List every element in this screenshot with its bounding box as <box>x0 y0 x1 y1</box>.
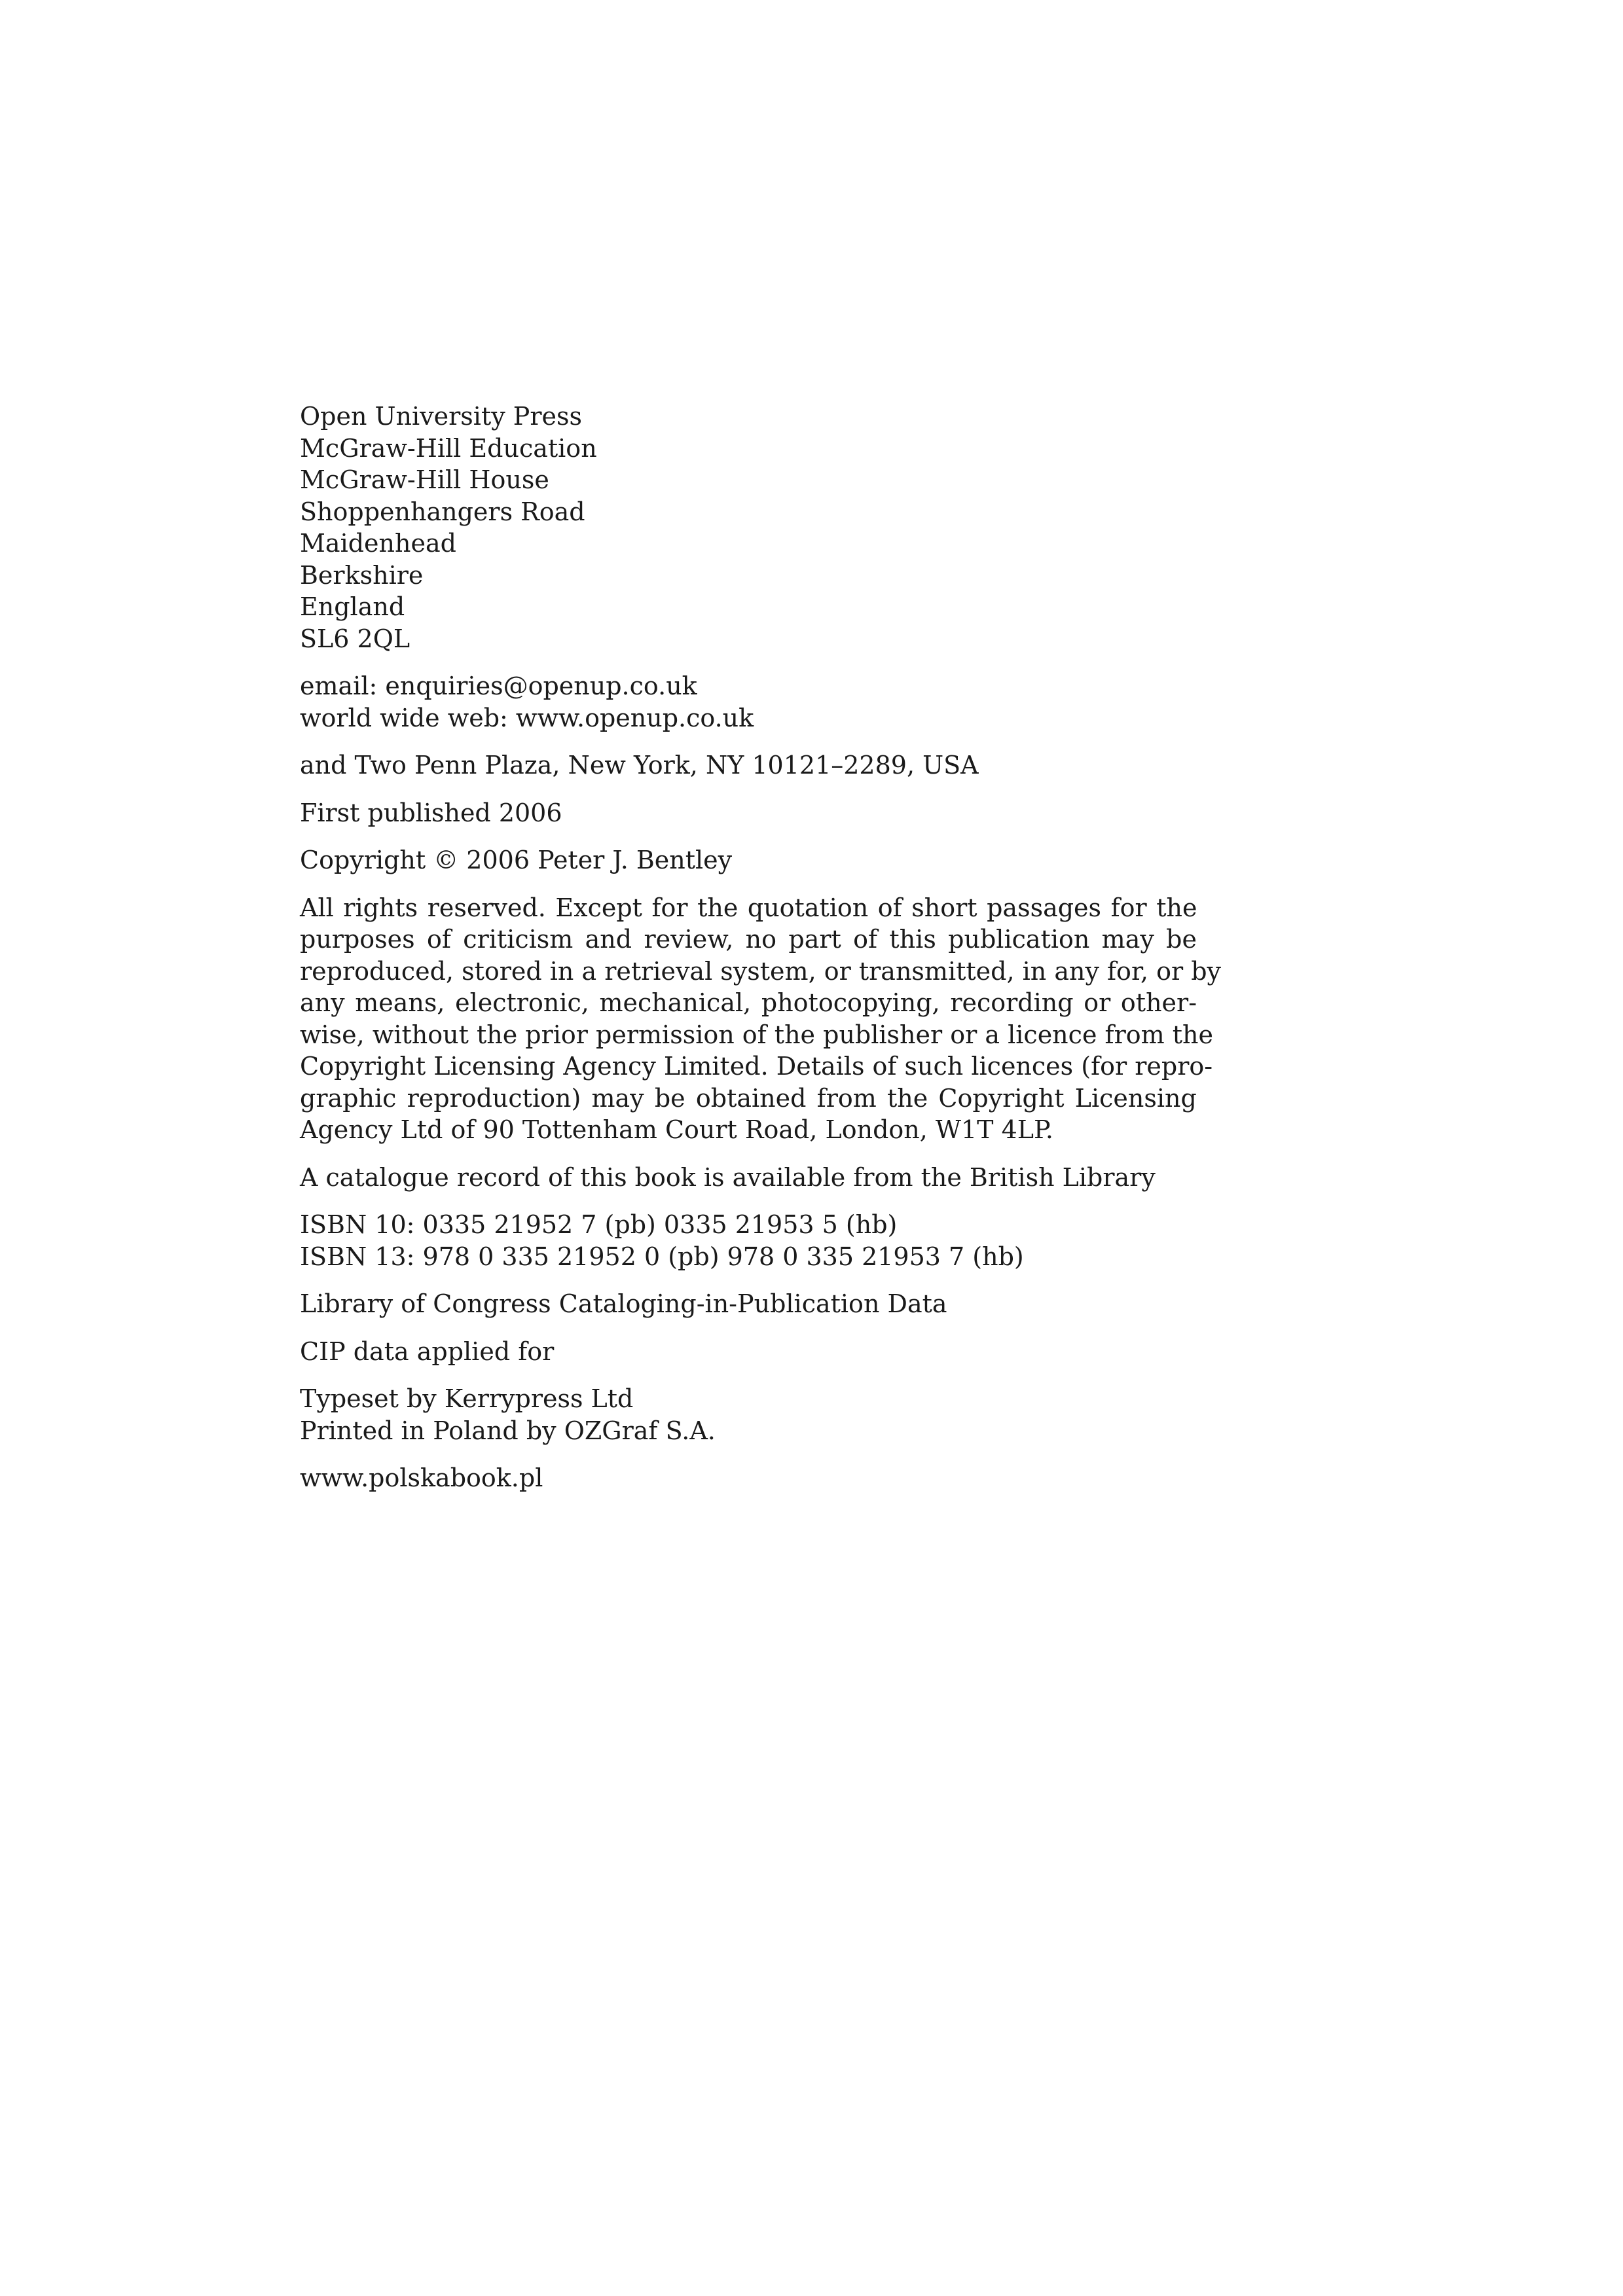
cip-line: CIP data applied for <box>300 1336 555 1366</box>
typeset-line: Typeset by Kerrypress Ltd <box>300 1384 634 1413</box>
isbn10-line: ISBN 10: 0335 21952 7 (pb) 0335 21953 5 (hb) <box>300 1210 898 1239</box>
printed-line: Printed in Poland by OZGraf S.A. <box>300 1416 716 1445</box>
catalogue-record <box>300 1162 1197 1194</box>
address-line: Maidenhead <box>300 529 456 558</box>
rights-reserved-paragraph <box>300 892 1222 1146</box>
rights-line: reproduced, stored in a retrieval system, or transmitted, in any for, or by <box>300 956 1222 986</box>
isbn-block <box>300 1209 1197 1272</box>
cip-data <box>300 1336 1197 1368</box>
email-line: email: enquiries@openup.co.uk <box>300 672 697 700</box>
web-line: world wide web: www.openup.co.uk <box>300 703 754 732</box>
us-address-line: and Two Penn Plaza, New York, NY 10121–2289, USA <box>300 751 979 780</box>
rights-line: Copyright Licensing Agency Limited. Details of such licences (for repro- <box>300 1052 1213 1081</box>
copyright-line: Copyright © 2006 Peter J. Bentley <box>300 846 733 874</box>
address-line: Shoppenhangers Road <box>300 497 585 526</box>
rights-line: wise, without the prior permission of the publisher or a licence from the <box>300 1020 1213 1049</box>
address-line: England <box>300 592 405 621</box>
address-line: SL6 2QL <box>300 624 410 653</box>
contact-info <box>300 670 1197 734</box>
isbn13-line: ISBN 13: 978 0 335 21952 0 (pb) 978 0 335 21953 7 (hb) <box>300 1242 1024 1271</box>
address-line: McGraw-Hill House <box>300 465 549 494</box>
catalogue-line: A catalogue record of this book is available from the British Library <box>300 1162 1156 1192</box>
production-credits <box>300 1383 1197 1446</box>
imprint-text <box>300 401 1222 1510</box>
rights-line: purposes of criticism and review, no part of this publication may be <box>300 925 1197 954</box>
address-line: Open University Press <box>300 402 582 431</box>
publisher-address <box>300 401 1197 655</box>
copyright-notice <box>300 844 1197 876</box>
us-address <box>300 749 1197 781</box>
rights-line: any means, electronic, mechanical, photocopying, recording or other- <box>300 988 1197 1017</box>
rights-line: Agency Ltd of 90 Tottenham Court Road, London, W1T 4LP. <box>300 1115 1053 1144</box>
first-published <box>300 797 1197 829</box>
address-line: McGraw-Hill Education <box>300 433 597 463</box>
library-of-congress <box>300 1288 1197 1320</box>
rights-line: graphic reproduction) may be obtained from the Copyright Licensing <box>300 1083 1197 1113</box>
first-published-line: First published 2006 <box>300 798 562 827</box>
loc-line: Library of Congress Cataloging-in-Publication Data <box>300 1289 947 1318</box>
address-line: Berkshire <box>300 560 424 590</box>
rights-line: All rights reserved. Except for the quotation of short passages for the <box>300 893 1197 922</box>
website-line: www.polskabook.pl <box>300 1463 543 1492</box>
printer-website <box>300 1462 1197 1494</box>
